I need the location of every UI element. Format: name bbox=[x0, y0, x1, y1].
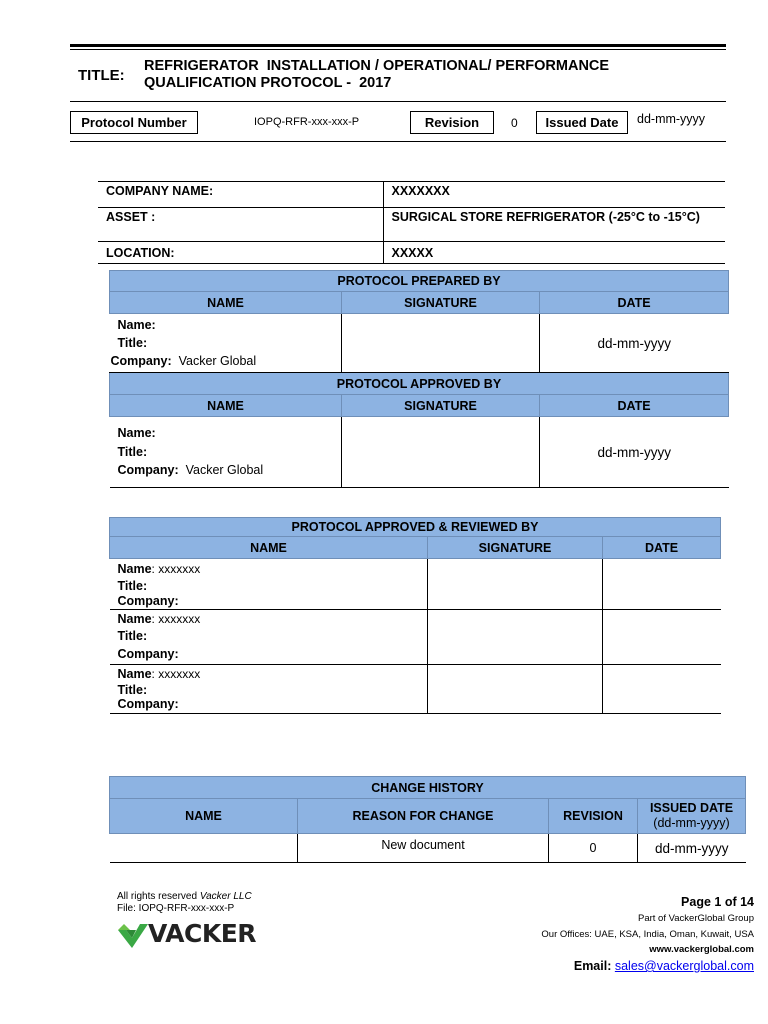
prepared-heading: PROTOCOL PREPARED BY bbox=[110, 271, 729, 292]
vacker-logo-icon bbox=[116, 920, 150, 950]
change-col-name: NAME bbox=[110, 799, 298, 834]
footer-email-link[interactable]: sales@vackerglobal.com bbox=[614, 959, 754, 973]
asset-value: SURGICAL STORE REFRIGERATOR (-25°C to -15°C) bbox=[383, 208, 725, 242]
prepared-company-label: Company: bbox=[110, 354, 172, 368]
reviewer-1-title-label: Title: bbox=[117, 579, 148, 593]
issued-date-value: dd-mm-yyyy bbox=[637, 112, 706, 126]
change-col-issued-label: ISSUED DATE bbox=[649, 801, 734, 815]
prepared-col-name: NAME bbox=[110, 292, 342, 314]
footer-file: File: IOPQ-RFR-xxx-xxx-P bbox=[117, 903, 235, 914]
reviewer-1-name-value: : xxxxxxx bbox=[151, 562, 201, 576]
reviewer-1-name-label: Name bbox=[117, 562, 152, 576]
approved-name-cell bbox=[110, 417, 342, 488]
prepared-name-cell bbox=[110, 314, 342, 373]
change-col-revision: REVISION bbox=[549, 799, 638, 834]
reviewer-2-date-cell[interactable] bbox=[603, 610, 721, 665]
reviewer-3-name-label: Name bbox=[117, 667, 152, 681]
asset-info-table bbox=[98, 181, 725, 264]
reviewer-3-cell bbox=[110, 665, 428, 714]
footer-email bbox=[574, 959, 754, 973]
reviewer-1-signature-cell[interactable] bbox=[428, 559, 603, 610]
footer-rights-company: Vacker LLC bbox=[199, 891, 252, 902]
approved-col-date: DATE bbox=[540, 395, 729, 417]
footer-page-number: Page 1 of 14 bbox=[681, 895, 754, 909]
issued-date-label: Issued Date bbox=[536, 111, 628, 134]
prepared-approved-table bbox=[109, 270, 729, 488]
footer-offices: Our Offices: UAE, KSA, India, Oman, Kuwait, USA bbox=[541, 929, 754, 940]
protocol-number-value: IOPQ-RFR-xxx-xxx-P bbox=[254, 116, 360, 128]
reviewer-3-title-label: Title: bbox=[117, 683, 148, 697]
prepared-col-date: DATE bbox=[540, 292, 729, 314]
prepared-signature-cell[interactable] bbox=[342, 314, 540, 373]
location-value: XXXXX bbox=[383, 242, 725, 264]
change-row-reason: New document bbox=[298, 834, 549, 863]
reviewer-3-company-label: Company: bbox=[117, 697, 179, 711]
reviewed-table bbox=[109, 517, 721, 714]
document-title-line1: REFRIGERATOR INSTALLATION / OPERATIONAL/ PERFORMANCE bbox=[144, 58, 610, 74]
document-title-line2: QUALIFICATION PROTOCOL - 2017 bbox=[144, 75, 392, 91]
change-row-revision: 0 bbox=[549, 834, 638, 863]
prepared-name-label: Name: bbox=[117, 318, 156, 332]
asset-label: ASSET : bbox=[98, 208, 383, 242]
reviewer-1-company-label: Company: bbox=[117, 594, 179, 608]
approved-col-signature: SIGNATURE bbox=[342, 395, 540, 417]
header-mid-rule bbox=[70, 101, 726, 102]
protocol-number-label: Protocol Number bbox=[70, 111, 198, 134]
approved-name-label: Name: bbox=[117, 426, 156, 440]
prepared-date-value: dd-mm-yyyy bbox=[540, 314, 729, 373]
footer-rights bbox=[117, 891, 252, 902]
reviewer-3-date-cell[interactable] bbox=[603, 665, 721, 714]
approved-date-value: dd-mm-yyyy bbox=[540, 417, 729, 488]
approved-signature-cell[interactable] bbox=[342, 417, 540, 488]
reviewer-3-signature-cell[interactable] bbox=[428, 665, 603, 714]
reviewed-col-signature: SIGNATURE bbox=[428, 537, 603, 559]
reviewer-2-cell bbox=[110, 610, 428, 665]
footer-email-label: Email: bbox=[573, 959, 615, 973]
change-row-issued: dd-mm-yyyy bbox=[638, 834, 746, 863]
footer-website[interactable]: www.vackerglobal.com bbox=[649, 944, 754, 955]
reviewer-2-title-label: Title: bbox=[117, 629, 148, 643]
revision-value: 0 bbox=[511, 116, 518, 130]
change-col-issued bbox=[638, 799, 746, 834]
change-history-heading: CHANGE HISTORY bbox=[110, 777, 746, 799]
prepared-title-label: Title: bbox=[117, 336, 148, 350]
header-bottom-rule bbox=[70, 141, 726, 142]
reviewer-1-cell bbox=[110, 559, 428, 610]
prepared-company-value: Vacker Global bbox=[178, 354, 257, 368]
footer-rights-prefix: All rights reserved bbox=[117, 891, 200, 902]
company-name-value: XXXXXXX bbox=[383, 182, 725, 208]
reviewed-col-date: DATE bbox=[603, 537, 721, 559]
header-top-rule-thick bbox=[70, 44, 726, 47]
reviewer-2-signature-cell[interactable] bbox=[428, 610, 603, 665]
reviewer-3-name-value: : xxxxxxx bbox=[151, 667, 201, 681]
title-label: TITLE: bbox=[78, 67, 125, 84]
vacker-logo bbox=[116, 918, 266, 952]
location-label: LOCATION: bbox=[98, 242, 383, 264]
approved-title-label: Title: bbox=[117, 445, 148, 459]
reviewer-1-date-cell[interactable] bbox=[603, 559, 721, 610]
approved-heading: PROTOCOL APPROVED BY bbox=[110, 373, 729, 395]
reviewer-2-company-label: Company: bbox=[117, 647, 179, 661]
reviewer-2-name-value: : xxxxxxx bbox=[151, 612, 201, 626]
change-history-table bbox=[109, 776, 746, 863]
change-col-issued-sub: (dd-mm-yyyy) bbox=[653, 816, 730, 830]
reviewed-heading: PROTOCOL APPROVED & REVIEWED BY bbox=[110, 518, 721, 537]
change-row-name-cell bbox=[110, 834, 298, 863]
revision-label: Revision bbox=[410, 111, 494, 134]
header-top-rule-thin bbox=[70, 49, 726, 50]
approved-col-name: NAME bbox=[110, 395, 342, 417]
prepared-col-signature: SIGNATURE bbox=[342, 292, 540, 314]
reviewed-col-name: NAME bbox=[110, 537, 428, 559]
approved-company-label: Company: bbox=[117, 463, 179, 477]
change-col-reason: REASON FOR CHANGE bbox=[298, 799, 549, 834]
approved-company-value: Vacker Global bbox=[185, 463, 264, 477]
footer-group: Part of VackerGlobal Group bbox=[638, 913, 754, 924]
vacker-logo-text: VACKER bbox=[148, 919, 257, 948]
company-name-label: COMPANY NAME: bbox=[98, 182, 383, 208]
reviewer-2-name-label: Name bbox=[117, 612, 152, 626]
